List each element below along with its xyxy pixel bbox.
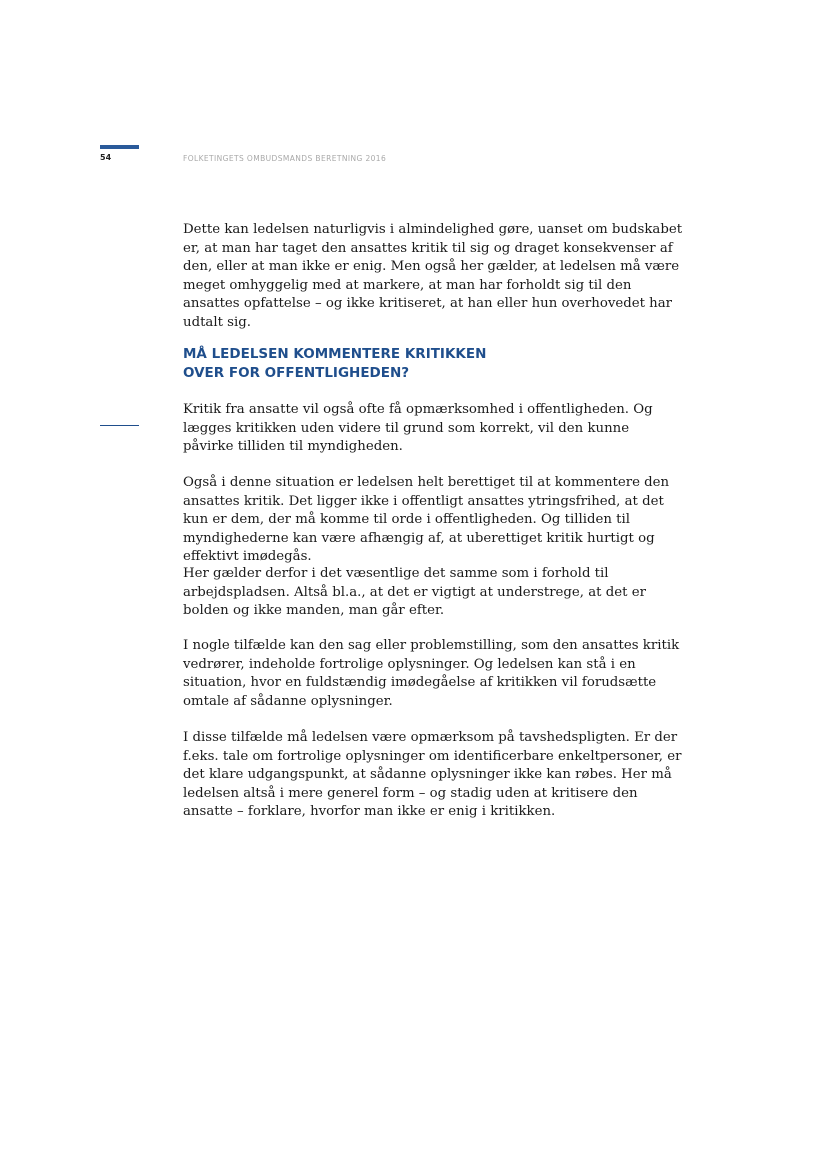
paragraph-4: Her gælder derfor i det væsentlige det samme som i forhold til arbejdspladsen. Altså bl.a., at det er vigtigt at understrege, at det er bolden og ikke manden, man går efter. [183,566,646,619]
page-number-bar [100,145,139,149]
paragraph-6: I disse tilfælde må ledelsen være opmærksom på tavshedspligten. Er der f.eks. tale om fortrolige oplysninger om identificerbare enkeltpersoner, er det klare udgangspunkt, at sådanne oplysninger ikke kan røbes. Her må ledelsen altså i mere generel form – og stadig uden at kritisere den ansatte – forklare, hvorfor man ikke er enig i kritikken. [183,730,682,820]
page-number: 54 [100,153,112,162]
paragraph-3: Også i denne situation er ledelsen helt berettiget til at kommentere den ansattes kritik. Det ligger ikke i offentligt ansattes ytringsfrihed, at det kun er dem, der må komme til orde i offentligheden. Og tilliden til myndighederne kan være afhængig af, at uberettiget kritik hurtigt og effektivt imødegås. [183,475,670,565]
paragraph-2: Kritik fra ansatte vil også ofte få opmærksomhed i offentligheden. Og lægges kritikken uden videre til grund som korrekt, vil den kunne påvirke tilliden til myndigheden. [183,402,653,455]
section-heading-line-1: MÅ LEDELSEN KOMMENTERE KRITIKKEN [183,346,487,362]
paragraph-1: Dette kan ledelsen naturligvis i almindelighed gøre, uanset om budskabet er, at man har taget den ansattes kritik til sig og draget konsekvenser af den, eller at man ikke er enig. Men også her gælder, at ledelsen må være meget omhyggelig med at markere, at man har forholdt sig til den ansattes opfattelse – og ikke kritiseret, at han eller hun overhovedet har udtalt sig. [183,222,683,330]
section-heading-line-2: OVER FOR OFFENTLIGHEDEN? [183,364,410,381]
paragraph-5: I nogle tilfælde kan den sag eller problemstilling, som den ansattes kritik vedrører, indeholde fortrolige oplysninger. Og ledelsen kan stå i en situation, hvor en fuldstændig imødegåelse af kritikken vil forudsætte omtale af sådanne oplysninger. [183,638,680,709]
running-header: FOLKETINGETS OMBUDSMANDS BERETNING 2016 [183,154,387,163]
section-heading [183,345,683,382]
margin-rule [100,425,139,426]
